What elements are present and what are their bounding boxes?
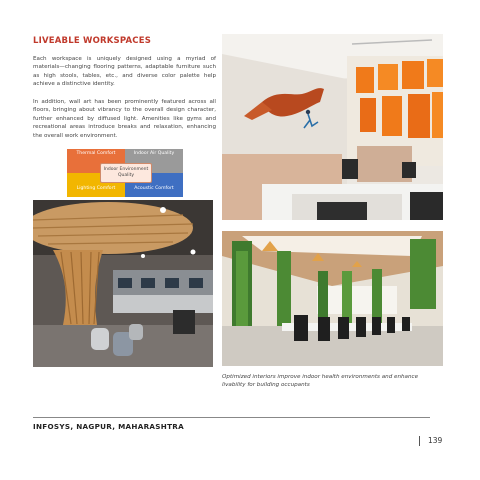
paragraph-materials: Each workspace is uniquely designed using a myriad of materials—changing flooring patterns, adaptable furniture such as high stools, tables, etc., and diverse color palette help achieve a distinctive identity.: [33, 56, 216, 88]
photo-open-office-tree-column: [33, 200, 213, 367]
quadrant-indoor-air-quality: Indoor Air Quality: [125, 149, 183, 173]
quadrant-acoustic-comfort: Acoustic Comfort: [125, 173, 183, 197]
section-heading: LIVEABLE WORKSPACES: [33, 36, 152, 46]
page-number-separator: [419, 436, 420, 446]
footer-title: INFOSYS, NAGPUR, MAHARASHTRA: [33, 422, 184, 431]
footer-divider: [33, 417, 430, 418]
quadrant-lighting-comfort: Lighting Comfort: [67, 173, 125, 197]
photo-office-wall-art: [222, 34, 443, 220]
paragraph-wall-art: In addition, wall art has been prominently featured across all floors, bringing about vibrancy to the overall design character, further enhanced by diffused light. Amenities like gyms and recreational areas introduce breaks and relaxation, enhancing the overall work environment.: [33, 99, 216, 139]
ieq-center-label: Indoor Environment Quality: [100, 163, 152, 183]
quadrant-thermal-comfort: Thermal Comfort: [67, 149, 125, 173]
page-number: 139: [428, 436, 443, 445]
photo-office-green-walls: [222, 231, 443, 366]
photo-caption: Optimized interiors improve indoor health environments and enhance livability for building occupants: [222, 374, 419, 389]
